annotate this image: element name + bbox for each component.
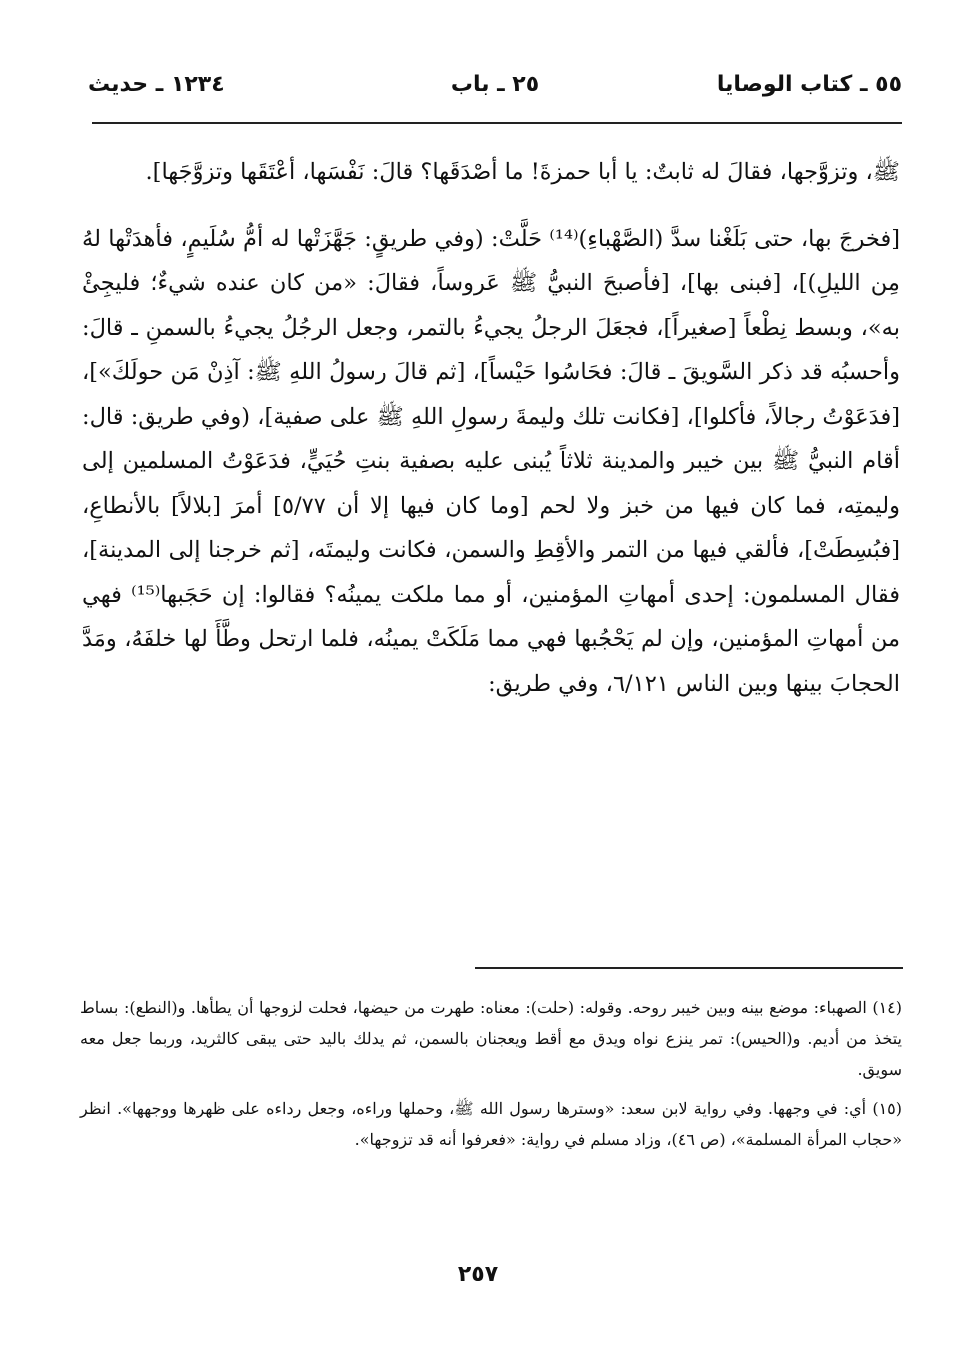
- header-hadith-number: ١٢٣٤ ـ حديث: [88, 72, 225, 97]
- header-book-title: ٥٥ ـ كتاب الوصايا: [716, 72, 902, 97]
- header-chapter: ٢٥ ـ باب: [450, 72, 540, 97]
- paragraph-1: ﷺ، وتزوَّجها، فقالَ له ثابتٌ: يا أبا حمزةَ! ما أصْدَقَها؟ قالَ: نَفْسَها، أعْتَقَها وتزوَّجَها].: [145, 159, 900, 185]
- footnote-rule: [475, 967, 903, 969]
- footnotes: [80, 992, 902, 1163]
- header-rule: [92, 122, 902, 124]
- page-number: ٢٥٧: [457, 1262, 499, 1287]
- running-header: [88, 72, 902, 112]
- footnote-15: (١٥) أي: في وجهها. وفي رواية لابن سعد: «وسترها رسول الله ﷺ، وحملها وراءه، وجعل رداءه على ظهرها ووجهها». انظر «حجاب المرأة المسلمة»، (ص ٤٦)، وزاد مسلم في رواية: «فعرفوا أنه قد تزوجها».: [80, 1099, 902, 1149]
- main-text: [82, 150, 900, 706]
- paragraph-2: [فخرجَ بها، حتى بَلَغْنا سدَّ (الصَّهْباءِ)⁽¹⁴⁾ حَلَّتْ: (وفي طريقٍ: جَهَّزَتْها له أمُّ سُلَيمٍ، فأهدَتْها لهُ مِن الليلِ)]، [فبنى بها]، [فأصبحَ النبيُّ ﷺ عَروساً، فقالَ: «من كان عنده شيءٌ؛ فليجِئْ به»، وبسط نِطْعاً [صغيراً]، فجعَلَ الرجلُ يجيءُ بالتمر، وجعل الرجُلُ يجيءُ بالسمنِ ـ قالَ: وأحسبُه قد ذكر السَّويقَ ـ قالَ: فحَاسُوا حَيْساً]، [ثم قالَ رسولُ اللهِ ﷺ: آذِنْ مَن حولَكَ»]، [فدَعَوْتُ رجالاً، فأكلوا]، [فكانت تلك وليمةَ رسولِ اللهِ ﷺ على صفية]، (وفي طريق: قال: أقام النبيُّ ﷺ بين خيبر والمدينة ثلاثاً يُبنى عليه بصفية بنتِ حُيَيٍّ، فدَعَوْتُ المسلمين إلى وليمتِه، فما كان فيها من خبز ولا لحم [وما كان فيها إلا أن ٥/٧٧] أمرَ [بلالاً] بالأنطاعِ، [فبُسِطَتْ]، فألقي فيها من التمر والأقِطِ والسمن، فكانت وليمتَه، [ثم خرجنا إلى المدينة]، فقال المسلمون: إحدى أمهاتِ المؤمنين، أو مما ملكت يمينُه؟ فقالوا: إن حَجَبها⁽¹⁵⁾ فهي من أمهاتِ المؤمنين، وإن لم يَحْجُبها فهي مما مَلَكَتْ يمينُه، فلما ارتحل وطَّأَ لها خلفَهُ، ومَدَّ الحجابَ بينها وبين الناس ٦/١٢١، وفي طريق:: [82, 225, 900, 697]
- footnote-14: (١٤) الصهباء: موضع بينه وبين خيبر روحه. وقوله: (حلت): معناه: طهرت من حيضها، فحلت لزوجها أن يطأها. و(النطع): بساط يتخذ من أديم. و(الحيس): تمر ينزع نواه ويدق مع أقط ويعجنان بالسمن، ثم يدلك باليد حتى يبقى كالثريد، وربما جعل معه سويق.: [80, 998, 903, 1079]
